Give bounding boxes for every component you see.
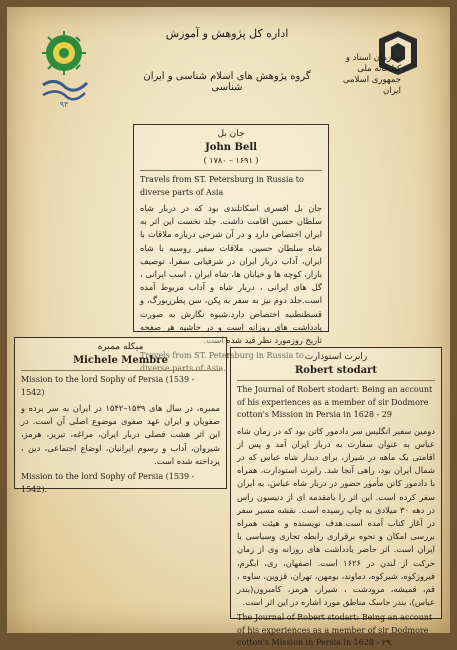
john-bell-book-title: Travels from ST. Petersburg in Russia to diverse parts of Asia — [140, 175, 304, 197]
divider — [140, 170, 322, 171]
divider — [237, 380, 435, 381]
michele-book-title: Mission to the lord Sophy of Persia (1539 - 1542) — [21, 375, 195, 397]
logo-emblem — [35, 29, 93, 109]
divider — [21, 370, 220, 371]
robert-book-title-repeat: The Journal of Robert stodart: Being an account of his experiences as a member of sir Dodmore cotton's Mission in Persia in 1628 - ۲۹. — [237, 613, 433, 648]
organization-name: سازمان اسناد و کتابخانه ملی جمهوری اسلامی ایران — [342, 53, 401, 96]
michele-title-en: Michele Membre — [73, 355, 168, 366]
robert-title-en: Robert stodart — [295, 365, 377, 376]
robert-title-fa: رابرت استودارت — [304, 352, 368, 362]
john-bell-section — [133, 124, 329, 373]
michele-book-title-repeat: Mission to the lord Sophy of Persia (1539 - 1542). — [21, 472, 195, 494]
michele-description: ممبره، در سال های ۱۵۳۹–۱۵۴۲ در ایران به سر برده و صفویان و ایران عهد صفوی موضوع اصلی آن است. در این اثر هشت فصلی دربار ایران، مراغه، تبریز، هرمز، شیروان، آداب و رسوم ایرانیان، اوضاع اجتماعی، دین ، پرداخته شده است. — [21, 403, 220, 466]
svg-text:۹۳: ۹۳ — [59, 100, 69, 109]
header — [7, 7, 450, 117]
poster-page — [7, 7, 450, 648]
john-bell-dates: ( ۱۶۹۱ – ۱۷۸۰ ) — [203, 156, 259, 165]
michele-title-fa: میکله ممبره — [97, 342, 144, 352]
john-bell-description: جان بل افسری اسکاتلندی بود که در دربار شاه سلطان حسین اقامت داشت. جلد نخست این اثر به ایران اختصاص دارد و در آن شرحی درباره ملاقات با شاه سلطان حسین، ملاقات سفیر روسیه با شاه ایران، آداب دربار ایران در شرفیابی سفرا، توصیف بازار، کوچه ها و خیابان ها، شاه ایران ، اسب ایرانی ، گل های ایرانی ، دربار شاه و آداب مربوط آمده است.جلد دوم نیز به سفر به پکن، سن پطرزبورگ، و قسطنطنیه اختصاص دارد.شیوه نگارش به صورت یادداشت های روزانه است و در حاشیه هر صفحه تاریخ روزمورد نظر قید شده است. — [140, 203, 322, 346]
john-bell-title-fa: جان بل — [217, 129, 245, 139]
john-bell-title-en: John Bell — [205, 142, 257, 153]
robert-stodart-section — [230, 347, 442, 648]
michele-membre-section — [14, 337, 227, 494]
john-bell-book-title-repeat: Travels from ST. Petersburg in Russia to diverse parts of Asia. — [140, 351, 304, 373]
robert-description: دومین سفیر انگلیس سر دادمور کاتن بود که در زمان شاه عباس به عنوان سفارت به دربار ایران آمد و پس از اقامتی یک ماهه در شیراز، برای دیدار شاه عباس که در شمال ایران بود، راهی آنجا شد. رابرت استودارت، همراه با دادمور کاتن مأمور حضور در دربار شاه عباس، به ایران سفر کرده است. این اثر را بامقدمه ای از دنیسون راس در دهه ۳۰ میلادی به چاپ رسیده است. نقشه مسیر سفر در آغاز کتاب آمده است.هدف نویسنده و هیئت همراه بررسی امکان و نحوه برقراری رابطه تجاری وسیاسی با ایران است. اثر حاضر یادداشت های روزانه وی از زمان حرکت از لندن در ۱۶۲۶ است. اصفهان، ری، ابگرم، فیروزکوه، شیرکوه، دماوند، بومهن، تهران، قزوین، ساوه ، قم، قمیشه، مرودشت ، شیراز، هرمز، کامبرون(بندر عباس)، بندر جاسک مناطق مورد اشاره در این اثر است. — [237, 425, 435, 608]
robert-book-title: The Journal of Robert stodart: Being an account of his experiences as a member of sir Dodmore cotton's Mission in Persia in 1628 - 29 — [237, 385, 433, 419]
header-subtitle: گروه پژوهش های اسلام شناسی و ایران شناسی — [143, 71, 311, 93]
header-title: اداره کل پژوهش و آموزش — [165, 27, 289, 40]
